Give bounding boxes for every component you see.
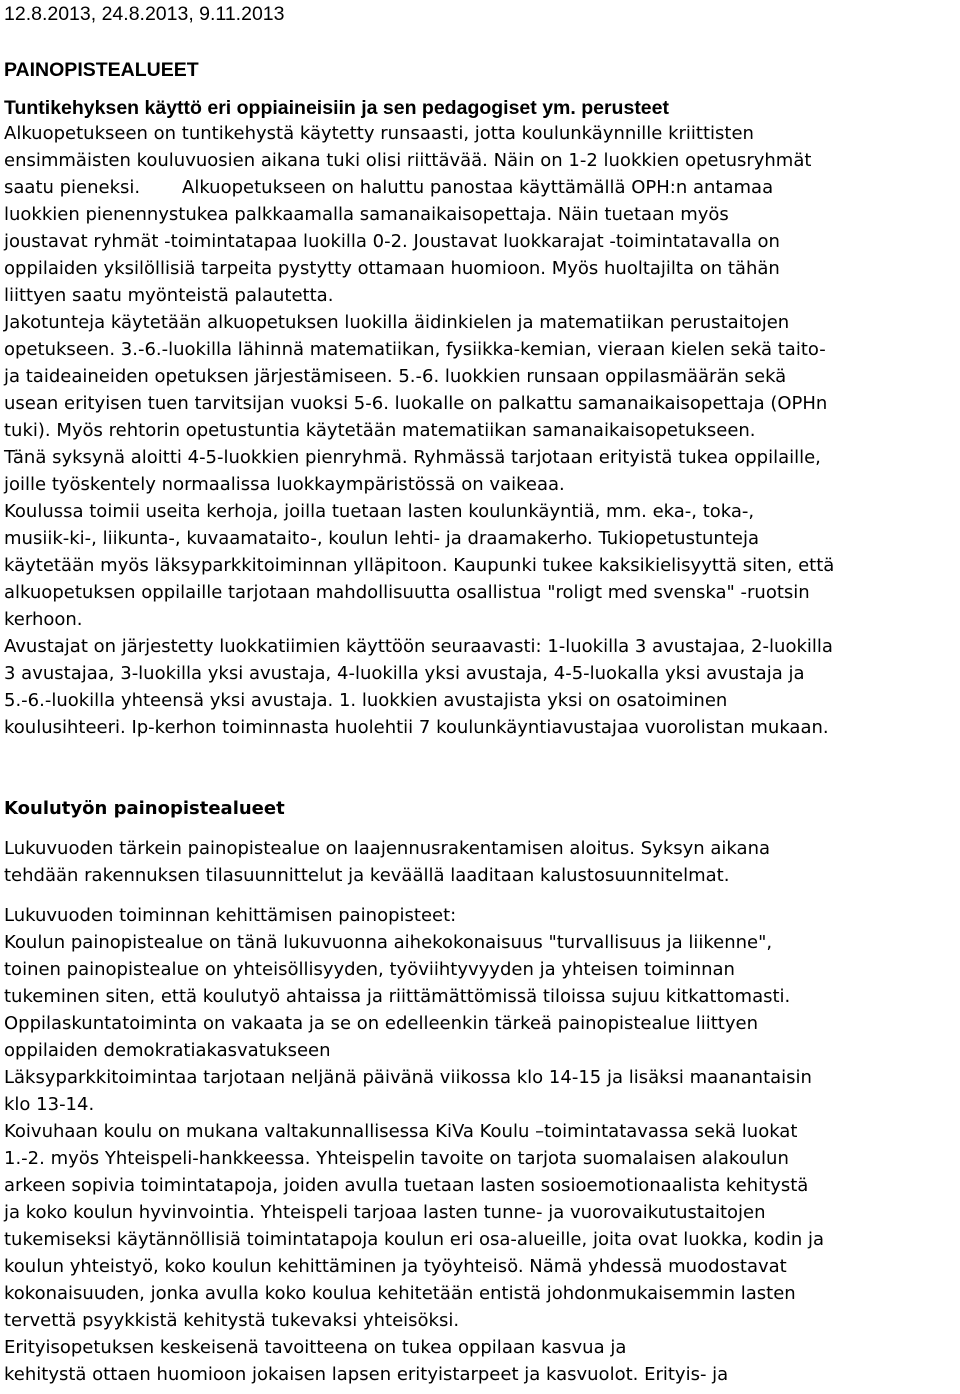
text-line: Jakotunteja käytetään alkuopetuksen luokilla äidinkielen ja matematiikan perustaitojen xyxy=(4,312,790,333)
text-line: oppilaiden yksilöllisiä tarpeita pystytty ottamaan huomioon. Myös huoltajilta on tähän xyxy=(4,258,780,279)
text-line: Koulun painopistealue on tänä lukuvuonna aihekokonaisuus "turvallisuus ja liikenne", xyxy=(4,932,773,953)
text-line: Koulussa toimii useita kerhoja, joilla tuetaan lasten koulunkäyntiä, mm. eka-, toka-, xyxy=(4,501,755,522)
text-line: Avustajat on järjestetty luokkatiimien käyttöön seuraavasti: 1-luokilla 3 avustajaa, 2-luokilla xyxy=(4,636,833,657)
text-line: tuki). Myös rehtorin opetustuntia käytetään matematiikan samanaikaisopetukseen. xyxy=(4,420,756,441)
text-line: luokkien pienennystukea palkkaamalla samanaikaisopettaja. Näin tuetaan myös xyxy=(4,204,729,225)
subtitle: Tuntikehyksen käyttö eri oppiaineisiin ja sen pedagogiset ym. perusteet xyxy=(4,97,669,119)
text-line: oppilaiden demokratiakasvatukseen xyxy=(4,1040,331,1061)
text-line: ensimmäisten kouluvuosien aikana tuki olisi riittävää. Näin on 1-2 luokkien opetusryhmät xyxy=(4,150,812,171)
text-line: toinen painopistealue on yhteisöllisyyden, työviihtyvyyden ja yhteisen toiminnan xyxy=(4,959,735,980)
text-line: klo 13-14. xyxy=(4,1094,95,1115)
text-line: alkuopetuksen oppilaille tarjotaan mahdollisuutta osallistua "roligt med svenska" -ruotsin xyxy=(4,582,810,603)
text-line: tehdään rakennuksen tilasuunnittelut ja keväällä laaditaan kalustosuunnitelmat. xyxy=(4,865,730,886)
text-line: liittyen saatu myönteistä palautetta. xyxy=(4,285,334,306)
text-line: tervettä psyykkistä kehitystä tukevaksi yhteisöksi. xyxy=(4,1310,460,1331)
text-line: Läksyparkkitoimintaa tarjotaan neljänä päivänä viikossa klo 14-15 ja lisäksi maanantaisin xyxy=(4,1067,812,1088)
text-line: tukeminen siten, että koulutyö ahtaissa ja riittämättömissä tiloissa sujuu kitkattomasti. xyxy=(4,986,791,1007)
text-line: koulun yhteistyö, koko koulun kehittäminen ja työyhteisö. Nämä yhdessä muodostavat xyxy=(4,1256,787,1277)
text-line: kehitystä ottaen huomioon jokaisen lapsen erityistarpeet ja kasvuolot. Erityis- ja xyxy=(4,1364,729,1385)
text-line: ja taideaineiden opetuksen järjestämiseen. 5.-6. luokkien runsaan oppilasmäärän sekä xyxy=(4,366,787,387)
text-line: saatu pieneksi. xyxy=(4,177,141,198)
text-line: käytetään myös läksyparkkitoiminnan ylläpitoon. Kaupunki tukee kaksikielisyyttä siten, että xyxy=(4,555,835,576)
document-dates: 12.8.2013, 24.8.2013, 9.11.2013 xyxy=(4,3,285,25)
text-line: kerhoon. xyxy=(4,609,83,630)
text-line: 5.-6.-luokilla yhteensä yksi avustaja. 1. luokkien avustajista yksi on osatoiminen xyxy=(4,690,728,711)
text-line: ja koko koulun hyvinvointia. Yhteispeli tarjoaa lasten tunne- ja vuorovaikutustaitojen xyxy=(4,1202,766,1223)
text-line: kokonaisuuden, jonka avulla koko koulua kehitetään entistä johdonmukaisemmin lasten xyxy=(4,1283,796,1304)
text-line: musiik-ki-, liikunta-, kuvaamataito-, koulun lehti- ja draamakerho. Tukiopetustunteja xyxy=(4,528,759,549)
text-line: opetukseen. 3.-6.-luokilla lähinnä matematiikan, fysiikka-kemian, vieraan kielen sekä taito- xyxy=(4,339,826,360)
section-title: PAINOPISTEALUEET xyxy=(4,59,199,81)
text-line: Alkuopetukseen on tuntikehystä käytetty runsaasti, jotta koulunkäynnille kriittisten xyxy=(4,123,754,144)
text-line: joustavat ryhmät -toimintatapaa luokilla 0-2. Joustavat luokkarajat -toimintatavalla on xyxy=(4,231,780,252)
section-heading: Koulutyön painopistealueet xyxy=(4,798,285,819)
text-line: koulusihteeri. Ip-kerhon toiminnasta huolehtii 7 koulunkäyntiavustajaa vuorolistan mukaan. xyxy=(4,717,829,738)
text-line: arkeen sopivia toimintatapoja, joiden avulla tuetaan lasten sosioemotionaalista kehitystä xyxy=(4,1175,809,1196)
text-line: 1.-2. myös Yhteispeli-hankkeessa. Yhteispelin tavoite on tarjota suomalaisen alakoulun xyxy=(4,1148,789,1169)
text-line: joille työskentely normaalissa luokkaympäristössä on vaikeaa. xyxy=(4,474,565,495)
text-line: Lukuvuoden toiminnan kehittämisen painopisteet: xyxy=(4,905,457,926)
text-line: Lukuvuoden tärkein painopistealue on laajennusrakentamisen aloitus. Syksyn aikana xyxy=(4,838,771,859)
text-line: Koivuhaan koulu on mukana valtakunnallisessa KiVa Koulu –toimintatavassa sekä luokat xyxy=(4,1121,798,1142)
text-line: tukemiseksi käytännöllisiä toimintatapoja koulun eri osa-alueille, joita ovat luokka, kodin ja xyxy=(4,1229,825,1250)
text-line: Alkuopetukseen on haluttu panostaa käyttämällä OPH:n antamaa xyxy=(182,177,774,198)
text-line: 3 avustajaa, 3-luokilla yksi avustaja, 4-luokilla yksi avustaja, 4-5-luokalla yksi avustaja ja xyxy=(4,663,805,684)
text-line: usean erityisen tuen tarvitsijan vuoksi 5-6. luokalle on palkattu samanaikaisopettaja (OPHn xyxy=(4,393,828,414)
text-line: Tänä syksynä aloitti 4-5-luokkien pienryhmä. Ryhmässä tarjotaan erityistä tukea oppilaille, xyxy=(4,447,821,468)
text-line: Erityisopetuksen keskeisenä tavoitteena on tukea oppilaan kasvua ja xyxy=(4,1337,627,1358)
text-line: Oppilaskuntatoiminta on vakaata ja se on edelleenkin tärkeä painopistealue liittyen xyxy=(4,1013,758,1034)
